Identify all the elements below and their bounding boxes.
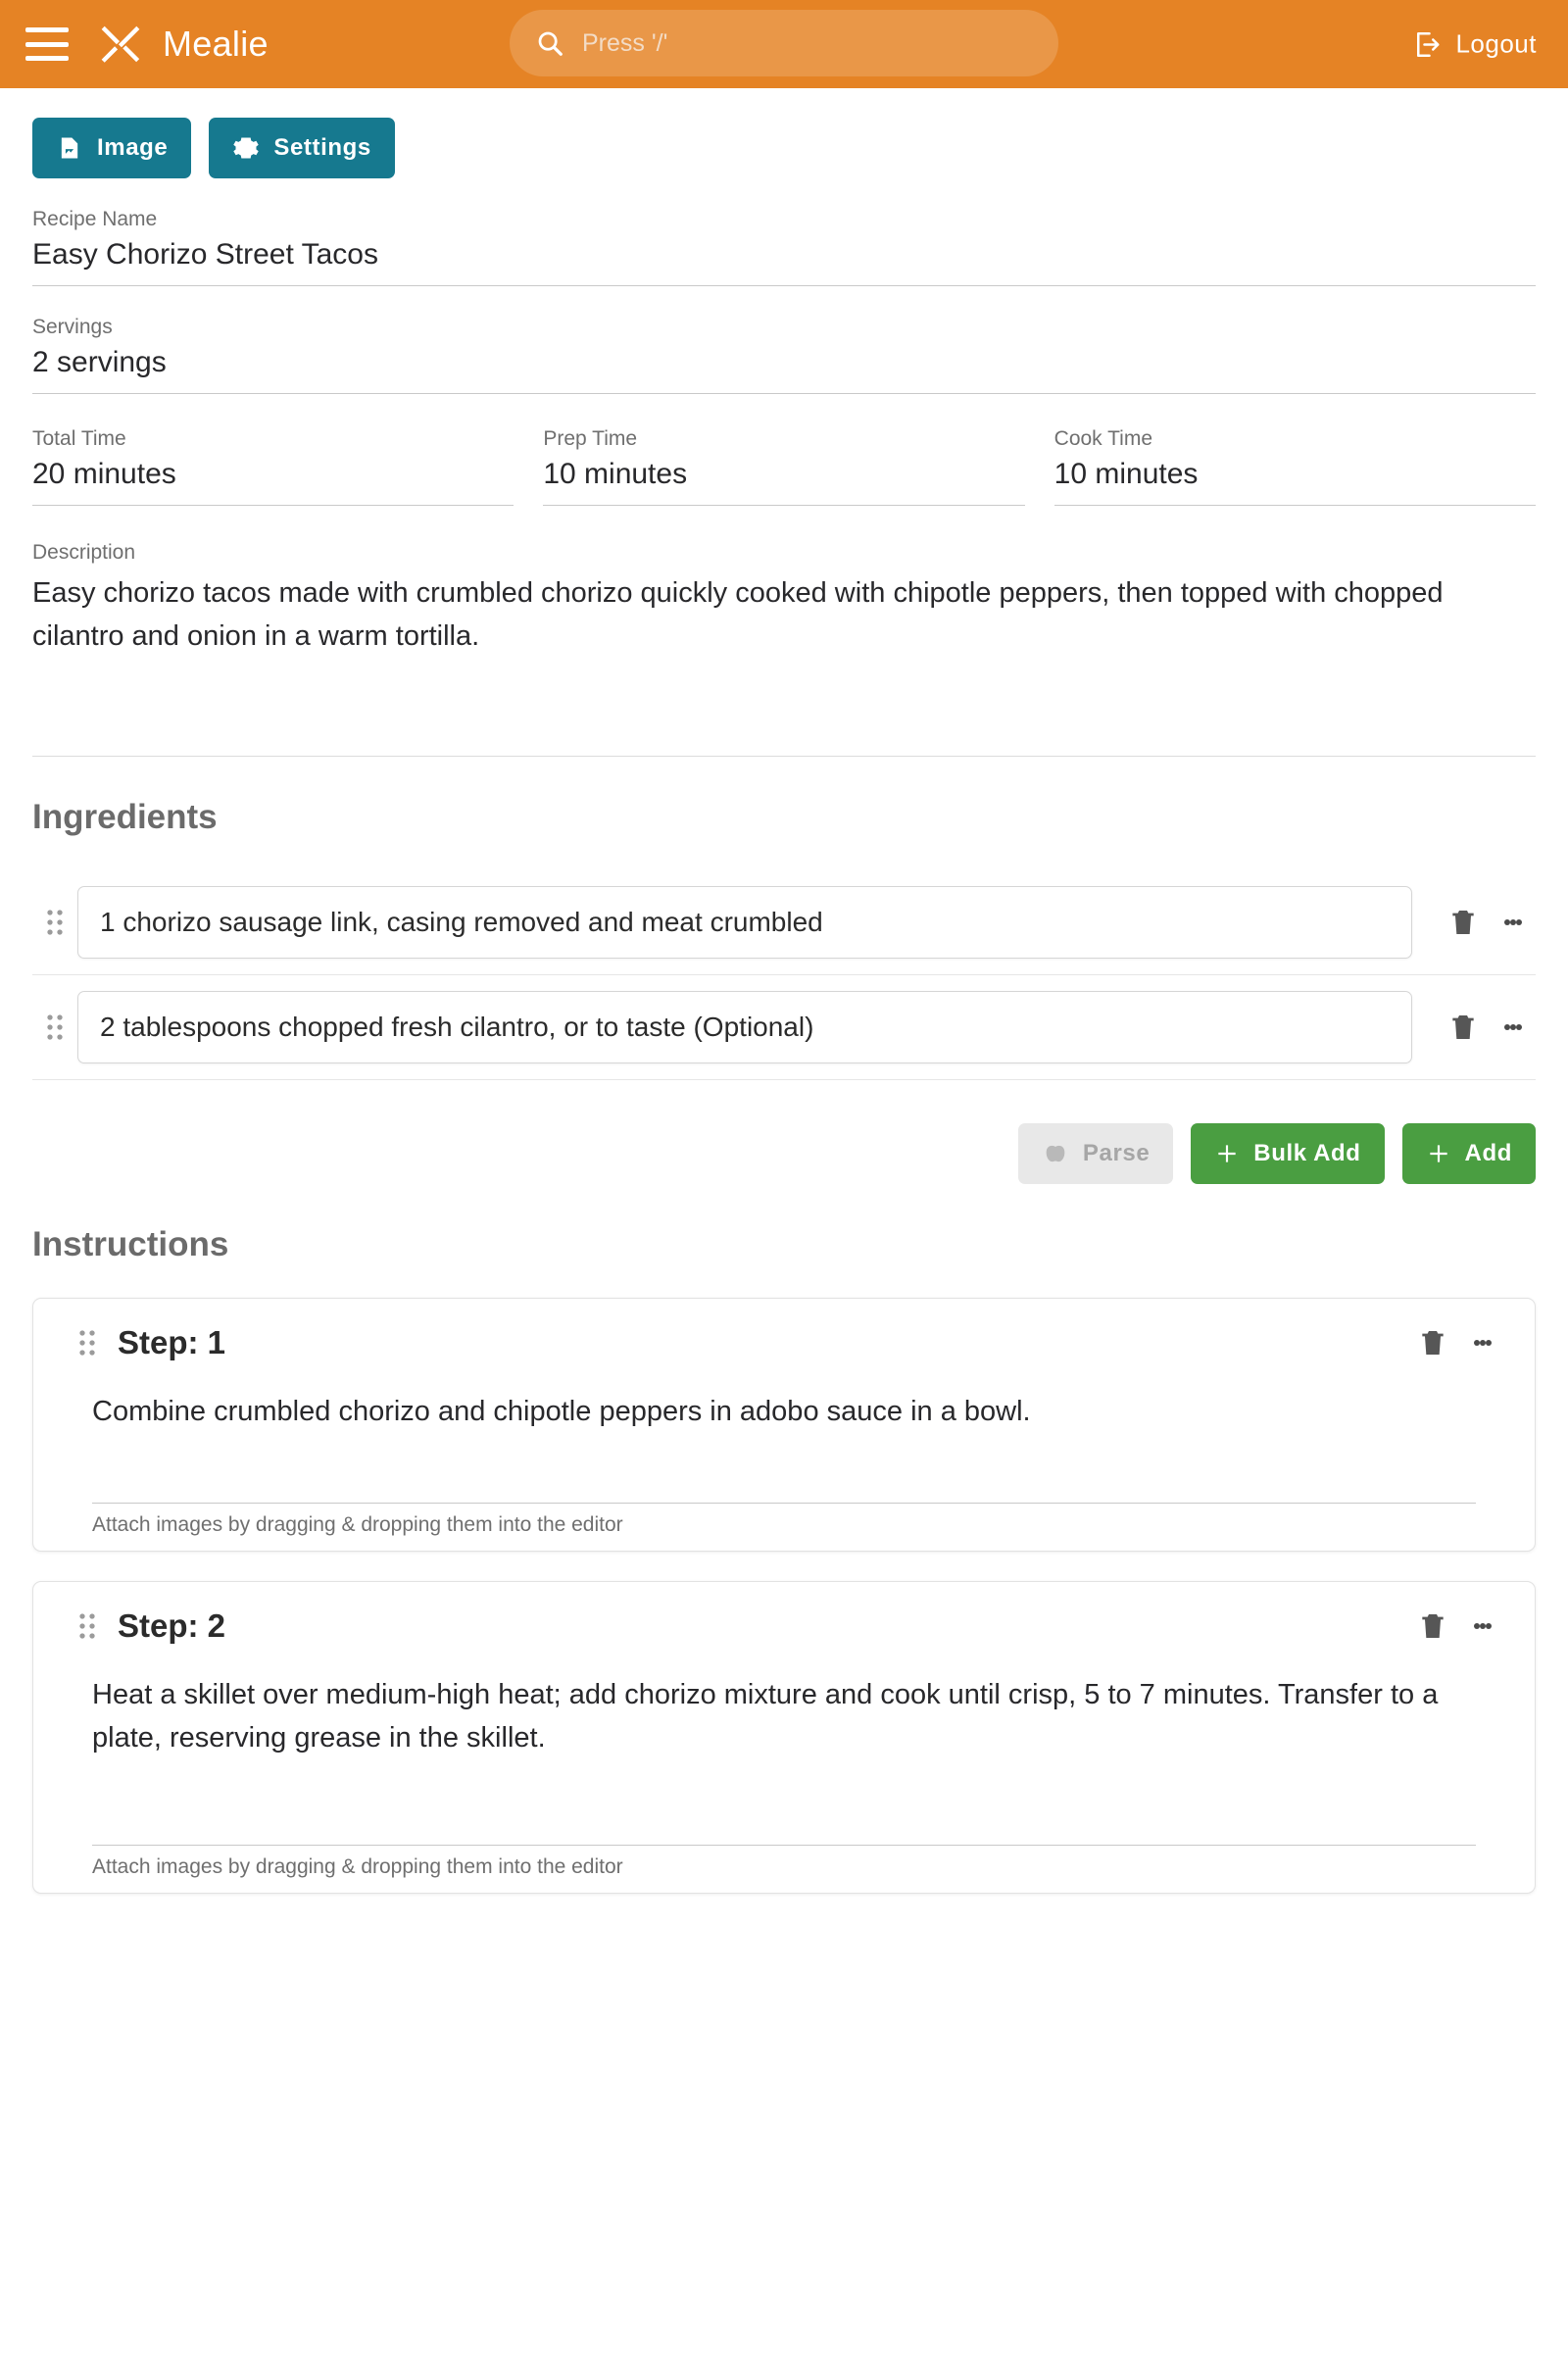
drag-handle-icon[interactable] [32, 908, 77, 937]
settings-button[interactable] [209, 118, 394, 178]
delete-step-button[interactable] [1405, 1327, 1460, 1359]
description-value[interactable]: Easy chorizo tacos made with crumbled chorizo quickly cooked with chipotle peppers, then topped with chopped cilantro and onion in a warm tortilla. [32, 577, 1444, 653]
prep-time-label: Prep Time [543, 427, 638, 450]
add-ingredient-button-label: Add [1464, 1140, 1512, 1166]
total-time-label: Total Time [32, 427, 126, 450]
delete-step-button[interactable] [1405, 1610, 1460, 1642]
settings-button-label: Settings [273, 134, 371, 161]
instruction-step-card [32, 1298, 1536, 1552]
recipe-name-field[interactable] [32, 208, 1536, 286]
plus-icon [1214, 1141, 1240, 1166]
drag-handle-icon[interactable] [63, 1328, 112, 1358]
ingredient-row [32, 975, 1536, 1080]
search-icon [535, 28, 564, 58]
logout-label: Logout [1455, 28, 1537, 59]
description-divider [32, 756, 1536, 757]
total-time-value[interactable]: 20 minutes [32, 458, 514, 506]
bulk-add-button-label: Bulk Add [1253, 1140, 1361, 1166]
image-button[interactable] [32, 118, 191, 178]
logout-button[interactable] [1412, 29, 1537, 60]
prep-time-field[interactable] [543, 427, 1024, 506]
search-box[interactable] [510, 10, 1058, 76]
food-apple-icon [1042, 1140, 1069, 1167]
add-ingredient-button[interactable] [1402, 1123, 1536, 1184]
editor-toolbar [32, 88, 1536, 178]
step-text[interactable]: Heat a skillet over medium-high heat; add chorizo mixture and cook until crisp, 5 to 7 minutes. Transfer to a plate, reserving grease in the skillet. [92, 1679, 1439, 1754]
description-label: Description [32, 541, 136, 564]
logout-icon [1412, 29, 1442, 59]
ingredient-menu-button[interactable] [1491, 1021, 1536, 1033]
instructions-heading: Instructions [32, 1225, 229, 1263]
prep-time-value[interactable]: 10 minutes [543, 458, 1024, 506]
step-attach-hint: Attach images by dragging & dropping them into the editor [92, 1503, 1476, 1537]
plus-icon [1426, 1141, 1451, 1166]
step-title: Step: 2 [118, 1607, 226, 1644]
trash-icon [1417, 1327, 1448, 1359]
cook-time-field[interactable] [1054, 427, 1536, 506]
description-field[interactable] [32, 541, 1536, 757]
brand[interactable] [98, 22, 269, 67]
ingredient-row [32, 870, 1536, 975]
step-header [63, 1324, 1505, 1361]
recipe-editor-page [0, 88, 1568, 1894]
drag-handle-icon[interactable] [63, 1611, 112, 1641]
app-bar [0, 0, 1568, 88]
ingredient-input[interactable]: 1 chorizo sausage link, casing removed and meat crumbled [77, 886, 1412, 959]
step-attach-hint: Attach images by dragging & dropping them into the editor [92, 1845, 1476, 1879]
bulk-add-button[interactable] [1191, 1123, 1384, 1184]
step-text[interactable]: Combine crumbled chorizo and chipotle peppers in adobo sauce in a bowl. [92, 1396, 1031, 1427]
recipe-name-label: Recipe Name [32, 208, 158, 230]
servings-field[interactable] [32, 316, 1536, 394]
servings-value[interactable]: 2 servings [32, 346, 1536, 394]
recipe-name-value[interactable]: Easy Chorizo Street Tacos [32, 238, 1536, 286]
servings-label: Servings [32, 316, 113, 338]
delete-ingredient-button[interactable] [1436, 907, 1491, 938]
menu-icon[interactable] [25, 27, 69, 61]
brand-title: Mealie [163, 24, 269, 64]
ingredient-menu-button[interactable] [1491, 916, 1536, 928]
search-input[interactable] [580, 28, 1033, 59]
ingredient-input[interactable]: 2 tablespoons chopped fresh cilantro, or to taste (Optional) [77, 991, 1412, 1063]
step-menu-button[interactable] [1460, 1620, 1505, 1632]
ingredient-actions [32, 1123, 1536, 1184]
cook-time-value[interactable]: 10 minutes [1054, 458, 1536, 506]
trash-icon [1417, 1610, 1448, 1642]
image-button-label: Image [97, 134, 169, 161]
image-icon [56, 134, 83, 162]
trash-icon [1447, 907, 1479, 938]
ingredients-heading: Ingredients [32, 798, 218, 836]
delete-ingredient-button[interactable] [1436, 1012, 1491, 1043]
instruction-step-card [32, 1581, 1536, 1894]
step-menu-button[interactable] [1460, 1337, 1505, 1349]
total-time-field[interactable] [32, 427, 514, 506]
drag-handle-icon[interactable] [32, 1013, 77, 1042]
parse-button[interactable] [1018, 1123, 1173, 1184]
parse-button-label: Parse [1082, 1140, 1151, 1166]
gear-icon [232, 134, 260, 162]
step-header [63, 1607, 1505, 1645]
cook-time-label: Cook Time [1054, 427, 1153, 450]
trash-icon [1447, 1012, 1479, 1043]
step-title: Step: 1 [118, 1324, 226, 1360]
fork-knife-logo-icon [98, 22, 143, 67]
times-row [32, 427, 1536, 506]
